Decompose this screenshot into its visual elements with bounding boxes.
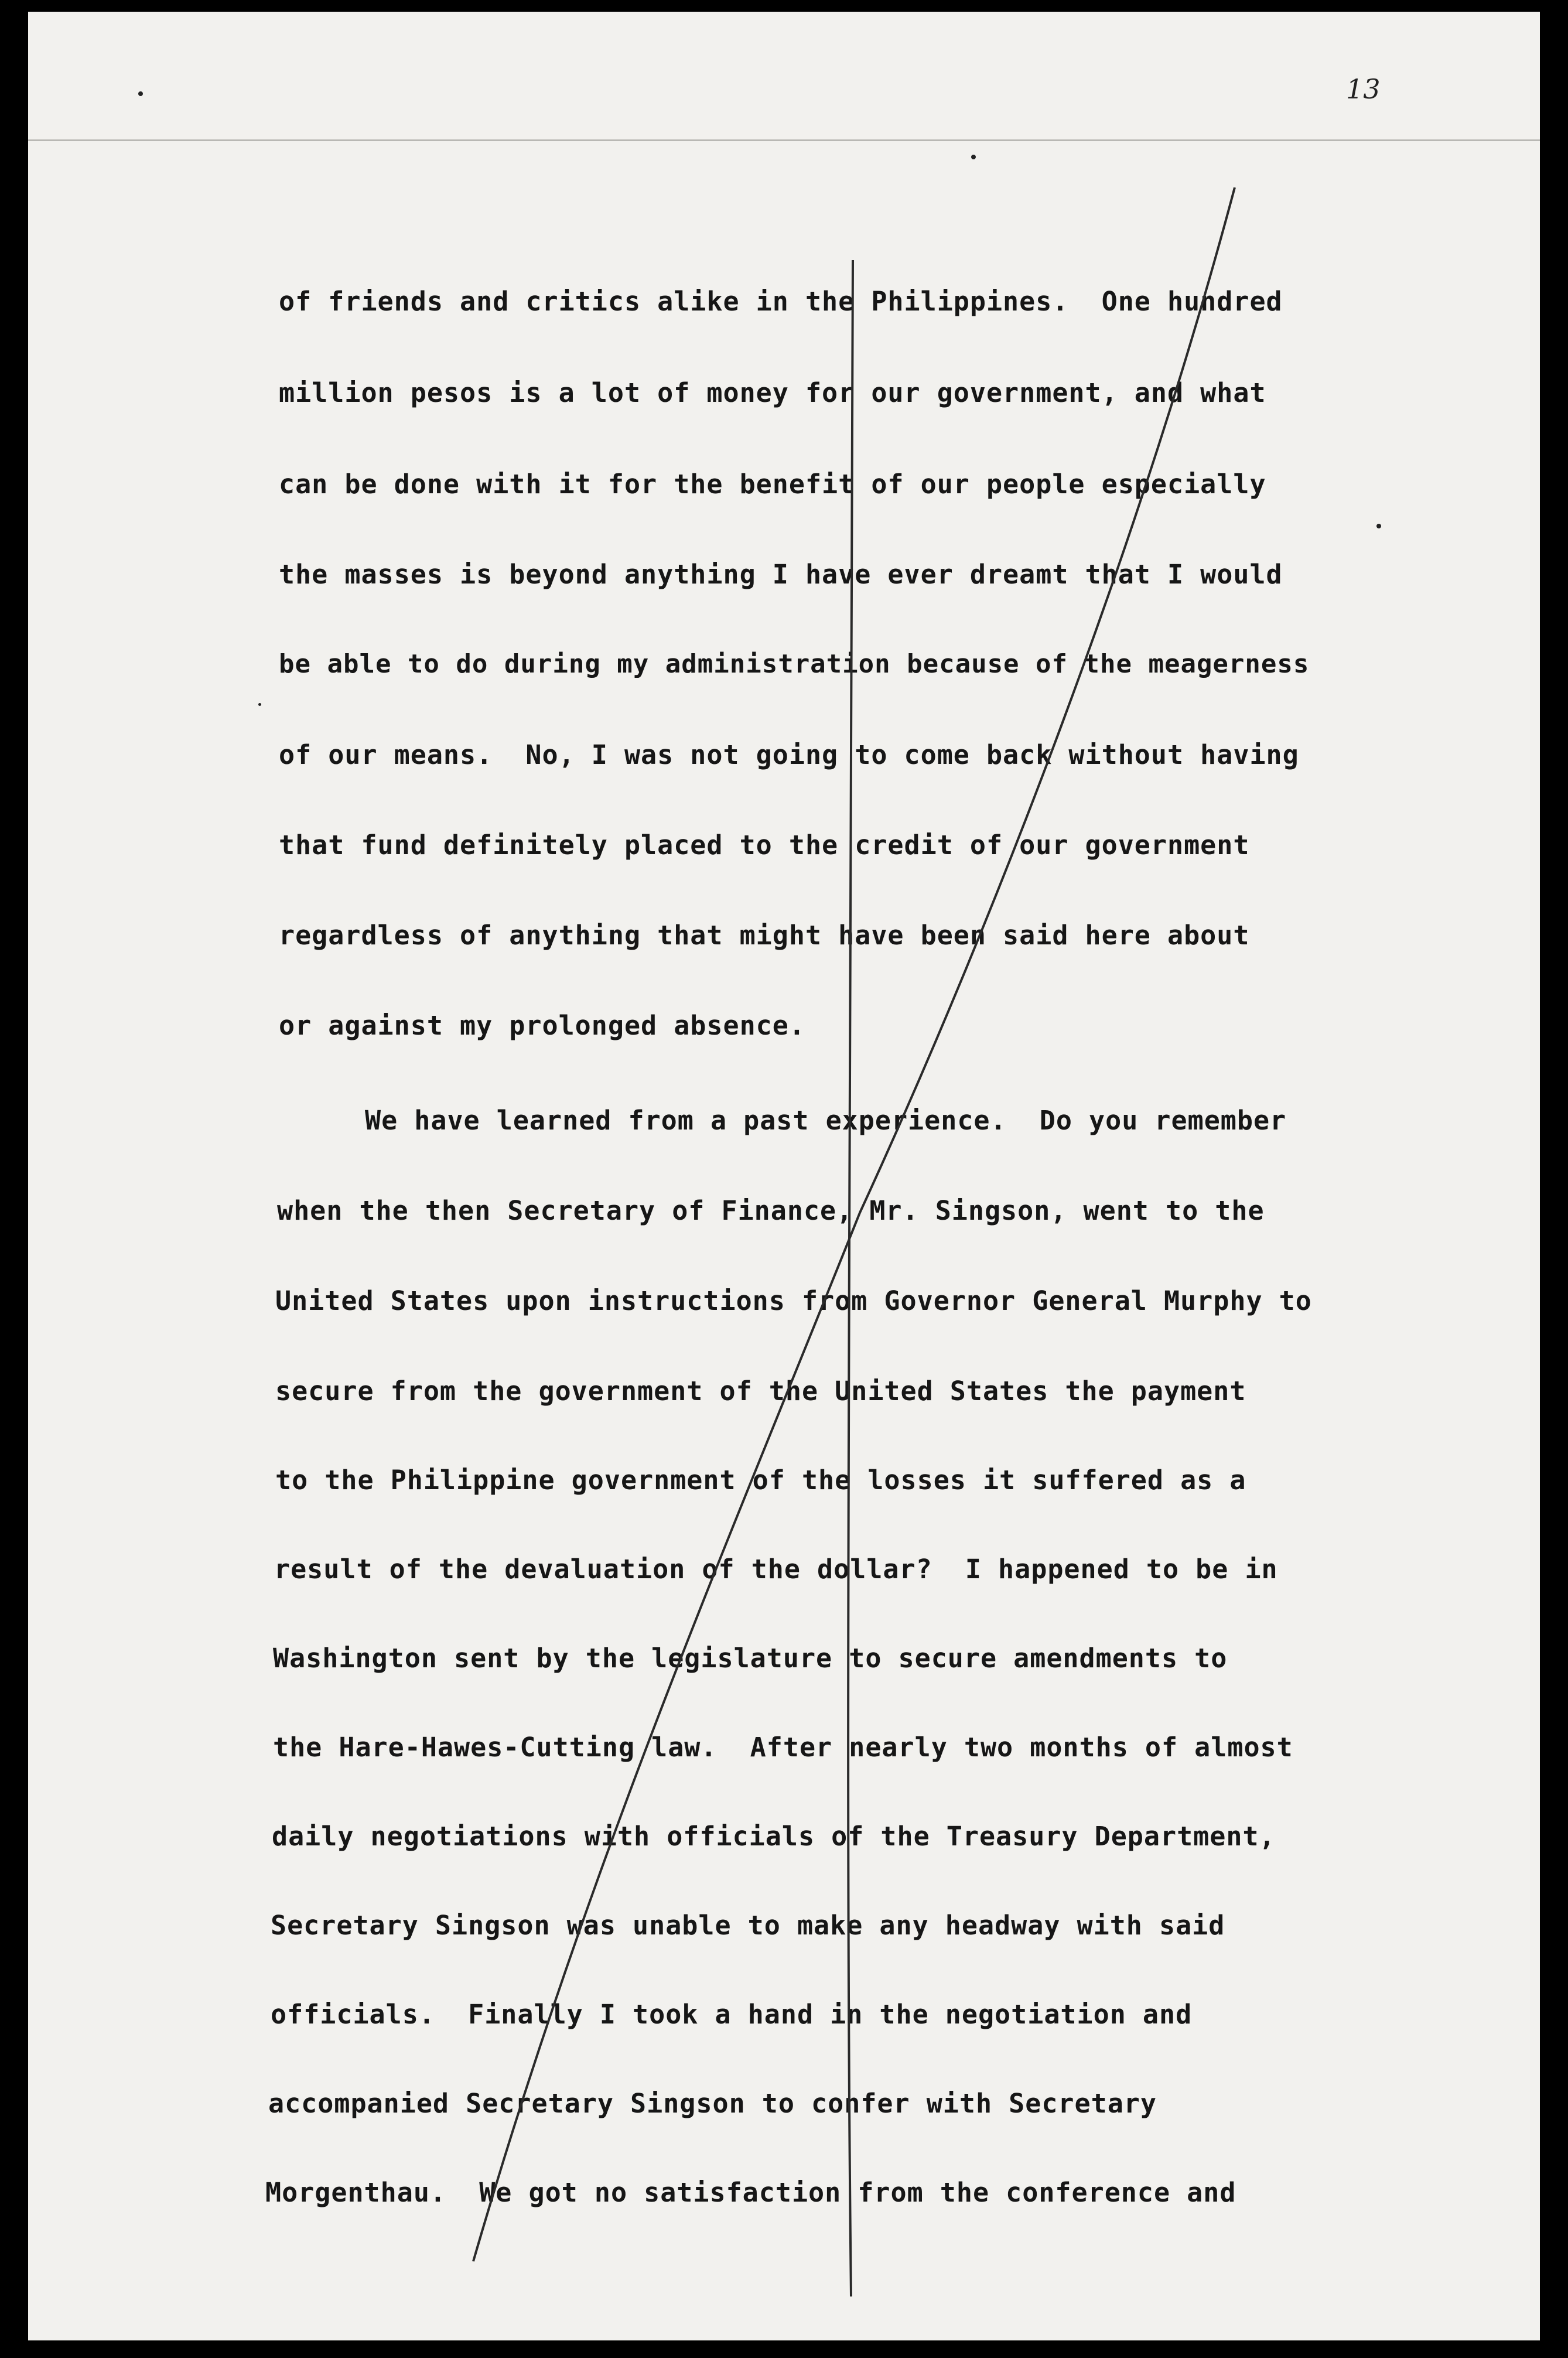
text-line-3: can be done with it for the benefit of our people especially bbox=[279, 469, 1266, 500]
text-line-15: result of the devaluation of the dollar? I happened to be in bbox=[274, 1554, 1278, 1585]
text-line-2: million pesos is a lot of money for our government, and what bbox=[279, 377, 1266, 408]
ink-speck bbox=[138, 91, 143, 96]
paragraph-2-first-line: We have learned from a past experience. Do you remember bbox=[365, 1105, 1287, 1136]
text-line-8: regardless of anything that might have been said here about bbox=[279, 920, 1250, 951]
page-number: 13 bbox=[1346, 73, 1381, 105]
ink-speck bbox=[258, 703, 261, 706]
text-line-1: of friends and critics alike in the Philippines. One hundred bbox=[279, 286, 1283, 317]
text-line-11: when the then Secretary of Finance, Mr. Singson, went to the bbox=[277, 1195, 1265, 1226]
text-line-21: accompanied Secretary Singson to confer with Secretary bbox=[268, 2088, 1157, 2119]
text-line-16: Washington sent by the legislature to secure amendments to bbox=[273, 1643, 1228, 1674]
text-line-9: or against my prolonged absence. bbox=[279, 1010, 805, 1041]
text-line-14: to the Philippine government of the losses it suffered as a bbox=[275, 1465, 1246, 1496]
text-line-6: of our means. No, I was not going to come back without having bbox=[279, 739, 1299, 770]
pen-strike-marks bbox=[28, 12, 1540, 2340]
text-line-4: the masses is beyond anything I have ever dreamt that I would bbox=[279, 559, 1283, 590]
text-line-13: secure from the government of the United States the payment bbox=[275, 1376, 1246, 1407]
text-line-18: daily negotiations with officials of the Treasury Department, bbox=[272, 1821, 1276, 1852]
text-line-17: the Hare-Hawes-Cutting law. After nearly two months of almost bbox=[273, 1732, 1293, 1763]
text-line-22: Morgenthau. We got no satisfaction from the conference and bbox=[265, 2177, 1236, 2208]
text-line-19: Secretary Singson was unable to make any headway with said bbox=[271, 1910, 1225, 1941]
diagonal-pen-line bbox=[473, 187, 1235, 2261]
ink-speck bbox=[971, 155, 976, 159]
text-line-7: that fund definitely placed to the credit of our government bbox=[279, 830, 1250, 861]
text-line-12: United States upon instructions from Governor General Murphy to bbox=[275, 1285, 1312, 1316]
vertical-pen-line bbox=[848, 260, 853, 2296]
ink-speck bbox=[1376, 524, 1381, 528]
text-line-5: be able to do during my administration because of the meagerness bbox=[279, 649, 1310, 679]
text-line-20: officials. Finally I took a hand in the negotiation and bbox=[271, 1999, 1193, 2030]
document-page bbox=[28, 12, 1540, 2340]
